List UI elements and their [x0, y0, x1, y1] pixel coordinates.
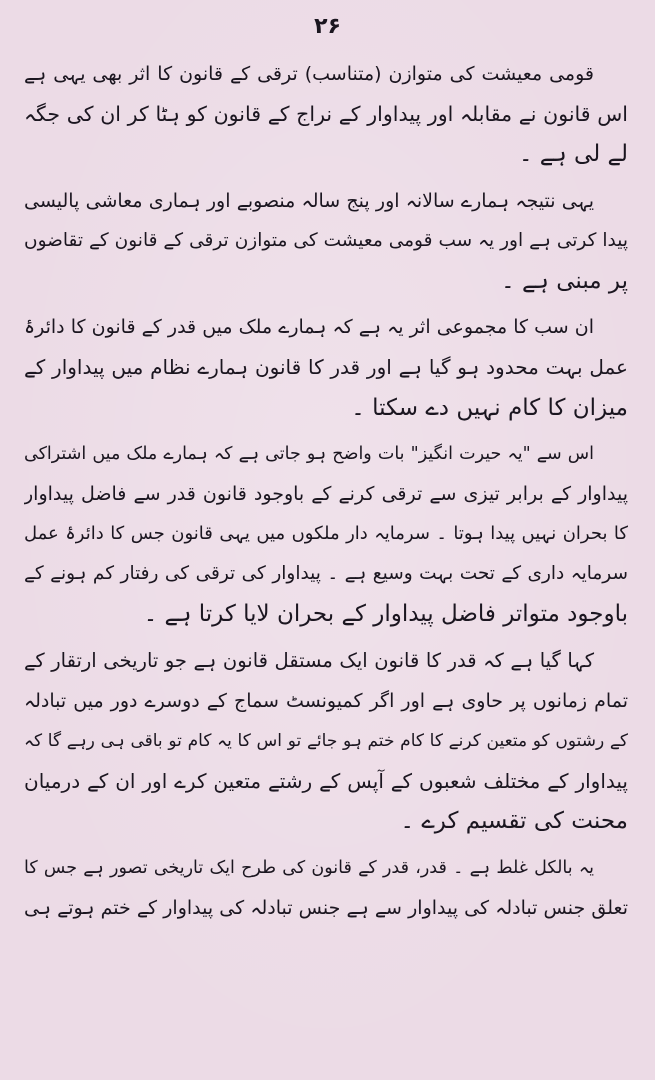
text-line: سرمایہ داری کے تحت بہت وسیع ہے ۔ پیداوار کی ترقی کی رفتار کم ہونے کے	[24, 563, 628, 585]
text-line: پیدا کرتی ہے اور یہ سب قومی معیشت کی متوازن ترقی کے قانون کے تقاضوں	[24, 229, 628, 251]
text-line: اس سے "یہ حیرت انگیز" بات واضح ہو جاتی ہے کہ ہمارے ملک میں اشتراکی	[24, 443, 594, 464]
text-line: پر مبنی ہے ۔	[501, 267, 628, 294]
page-text	[24, 54, 628, 934]
text-line: محنت کی تقسیم کرے ۔	[400, 808, 628, 835]
paragraph-4	[24, 434, 628, 635]
text-line: کا بحران نہیں پیدا ہوتا ۔ سرمایہ دار ملکوں میں یہی قانون جس کا دائرۂ عمل	[24, 523, 628, 545]
page-number: ۲۶	[314, 14, 341, 39]
text-line: پیداوار کے برابر تیزی سے ترقی کرنے کے باوجود قانون قدر سے فاضل پیداوار	[24, 482, 628, 505]
text-line: یہ بالکل غلط ہے ۔ قدر، قدر کے قانون کی طرح ایک تاریخی تصور ہے جس کا	[24, 857, 594, 878]
text-line: یہی نتیجہ ہمارے سالانہ اور پنج سالہ منصوبے اور ہماری معاشی پالیسی	[24, 189, 594, 212]
text-line: کہا گیا ہے کہ قدر کا قانون ایک مستقل قانون ہے جو تاریخی ارتقار کے	[24, 648, 594, 672]
paragraph-5	[24, 641, 628, 842]
text-line: قومی معیشت کی متوازن (متناسب) ترقی کے قانون کا اثر بھی یہی ہے	[24, 63, 594, 85]
text-line: کے رشتوں کو متعین کرنے کا کام ختم ہو جائے تو اس کا یہ کام تو باقی ہی رہے گا کہ	[24, 731, 628, 751]
paragraph-3	[24, 307, 628, 428]
text-line: لے لی ہے ۔	[518, 141, 628, 168]
paragraph-1	[24, 54, 628, 175]
text-line: باوجود متواتر فاضل پیداوار کے بحران لایا کرتا ہے ۔	[143, 601, 628, 628]
text-line: میزان کا کام نہیں دے سکتا ۔	[351, 394, 628, 421]
text-line: تعلق جنس تبادلہ کی پیداوار سے ہے جنس تبادلہ کی پیداوار کے ختم ہوتے ہی	[24, 896, 628, 919]
text-line: پیداوار کے مختلف شعبوں کے آپس کے رشتے متعین کرے اور ان کے درمیان	[24, 769, 628, 794]
text-line: تمام زمانوں پر حاوی ہے اور اگر کمیونسٹ سماج کے دوسرے دور میں تبادلہ	[24, 689, 628, 712]
text-line: اس قانون نے مقابلہ اور پیداوار کے نراج کے قانون کو ہٹا کر ان کی جگہ	[24, 102, 628, 127]
text-line: عمل بہت محدود ہو گیا ہے اور قدر کا قانون ہمارے نظام میں پیداوار کے	[24, 355, 628, 380]
paragraph-2	[24, 181, 628, 302]
text-line: ان سب کا مجموعی اثر یہ ہے کہ ہمارے ملک میں قدر کے قانون کا دائرۂ	[24, 316, 594, 339]
paragraph-6	[24, 848, 628, 928]
